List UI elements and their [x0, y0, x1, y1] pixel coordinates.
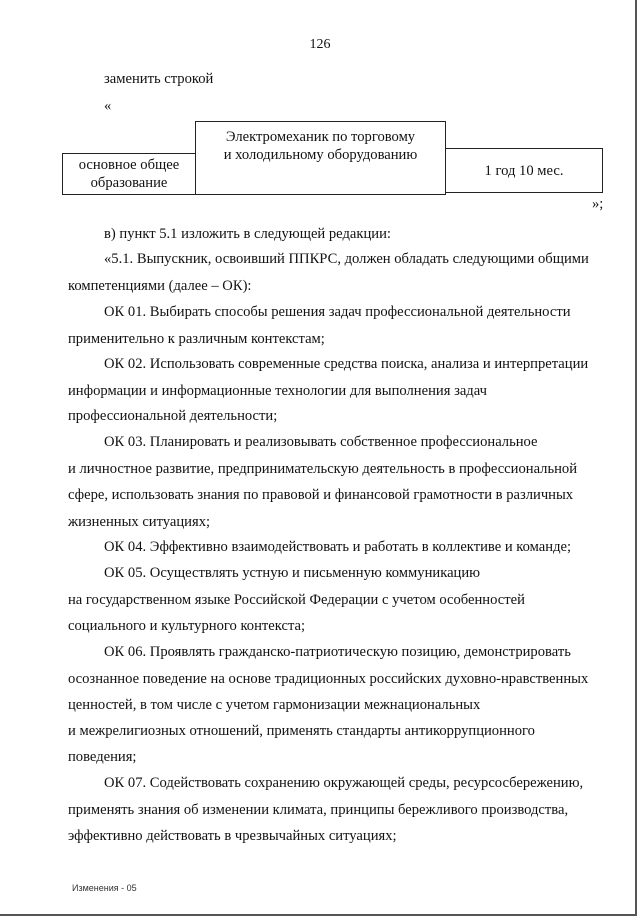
body-line: ценностей, в том числе с учетом гармонизации межнациональных — [68, 697, 481, 713]
page-number: 126 — [309, 37, 331, 52]
duration-text: 1 год 10 мес. — [484, 162, 564, 179]
body-line: ОК 02. Использовать современные средства поиска, анализа и интерпретации — [104, 356, 589, 372]
body-line: и личностное развитие, предпринимательскую деятельность в профессиональной — [68, 461, 578, 477]
body-line: информации и информационные технологии для выполнения задач — [68, 383, 487, 399]
close-quote: »; — [592, 196, 604, 212]
body-line: ОК 07. Содействовать сохранению окружающей среды, ресурсосбережению, — [104, 775, 584, 791]
body-line: эффективно действовать в чрезвычайных ситуациях; — [68, 828, 397, 844]
intro-text: заменить строкой — [104, 71, 214, 87]
table-cell-duration — [445, 148, 603, 193]
body-line: профессиональной деятельности; — [68, 408, 278, 424]
body-line: компетенциями (далее – ОК): — [68, 278, 252, 294]
body-line: поведения; — [68, 749, 137, 765]
body-line: ОК 05. Осуществлять устную и письменную коммуникацию — [104, 565, 481, 581]
body-line: на государственном языке Российской Федерации с учетом особенностей — [68, 592, 525, 608]
body-line: в) пункт 5.1 изложить в следующей редакции: — [104, 226, 391, 242]
profession-line-2: и холодильному оборудованию — [223, 147, 418, 163]
body-line: сфере, использовать знания по правовой и финансовой грамотности в различных — [68, 487, 574, 503]
body-line: ОК 06. Проявлять гражданско-патриотическую позицию, демонстрировать — [104, 644, 571, 660]
body-line: и межрелигиозных отношений, применять стандарты антикоррупционного — [68, 723, 535, 739]
body-line: ОК 03. Планировать и реализовывать собственное профессиональное — [104, 434, 538, 450]
body-line: ОК 01. Выбирать способы решения задач профессиональной деятельности — [104, 304, 571, 320]
body-line: жизненных ситуациях; — [68, 514, 211, 530]
body-line: применительно к различным контекстам; — [68, 331, 325, 347]
table-cell-education — [62, 153, 196, 195]
education-line-2: образование — [90, 175, 168, 191]
profession-line-1: Электромеханик по торговому — [225, 129, 416, 145]
education-line-1: основное общее — [78, 157, 180, 173]
footer-note: Изменения - 05 — [72, 883, 137, 893]
body-line: «5.1. Выпускник, освоивший ППКРС, должен обладать следующими общими — [104, 251, 589, 267]
table-cell-profession — [195, 121, 446, 195]
body-line: ОК 04. Эффективно взаимодействовать и работать в коллективе и команде; — [104, 539, 572, 555]
body-line: применять знания об изменении климата, принципы бережливого производства, — [68, 802, 569, 818]
body-line: социального и культурного контекста; — [68, 618, 306, 634]
open-quote: « — [104, 98, 112, 114]
body-line: осознанное поведение на основе традиционных российских духовно-нравственных — [68, 671, 589, 687]
